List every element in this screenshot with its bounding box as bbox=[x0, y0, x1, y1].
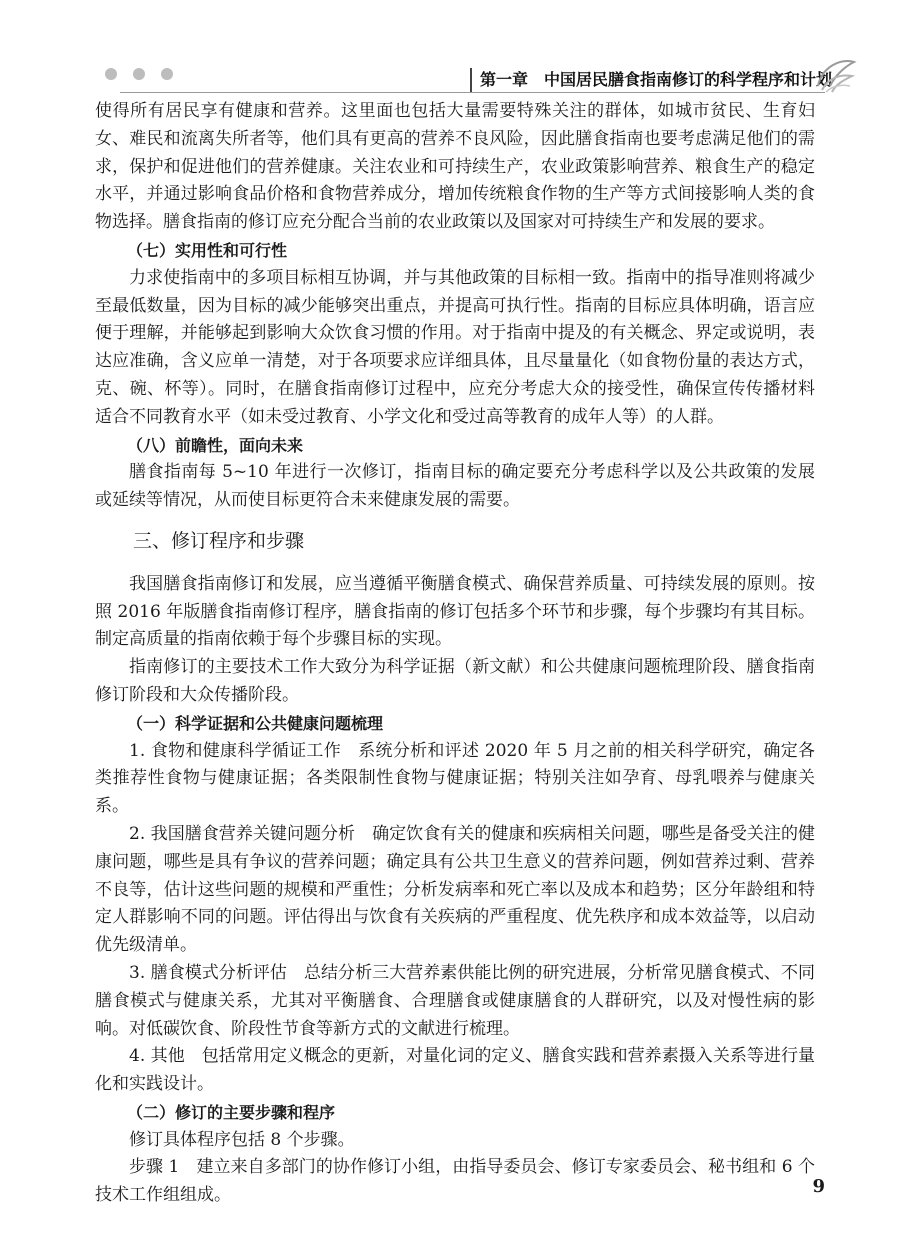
paragraph: 使得所有居民享有健康和营养。这里面也包括大量需要特殊关注的群体，如城市贫民、生育妇女、难民和流离失所者等，他们具有更高的营养不良风险，因此膳食指南也要考虑满足他们的需求，保护和促进他们的营养健康。关注农业和可持续生产，农业政策影响营养、粮食生产的稳定水平，并通过影响食品价格和食物营养成分，增加传统粮食作物的生产等方式间接影响人类的食物选择。膳食指南的修订应充分配合当前的农业政策以及国家对可持续生产和发展的要求。 bbox=[95, 101, 815, 233]
subheading-2: （二）修订的主要步骤和程序 bbox=[127, 1102, 336, 1122]
subheading-8: （八）前瞻性，面向未来 bbox=[127, 435, 304, 455]
page-header bbox=[0, 0, 900, 100]
header-dot bbox=[161, 68, 173, 80]
leaf-ornament-icon bbox=[812, 52, 858, 98]
header-dots bbox=[105, 68, 173, 80]
paragraph: 指南修订的主要技术工作大致分为科学证据（新文献）和公共健康问题梳理阶段、膳食指南修订阶段和大众传播阶段。 bbox=[95, 657, 815, 705]
paragraph: 膳食指南每 5~10 年进行一次修订，指南目标的确定要充分考虑科学以及公共政策的发展或延续等情况，从而使目标更符合未来健康发展的需要。 bbox=[95, 462, 815, 511]
list-item: 1. 食物和健康科学循证工作 系统分析和评述 2020 年 5 月之前的相关科学研究，确定各类推荐性食物与健康证据；各类限制性食物与健康证据；特别关注如孕育、母乳喂养与健康关系。 bbox=[95, 740, 815, 817]
subheading-1: （一）科学证据和公共健康问题梳理 bbox=[127, 713, 384, 733]
page-number: 9 bbox=[812, 1176, 825, 1197]
header-dot bbox=[105, 68, 117, 80]
page-body bbox=[95, 98, 815, 1210]
paragraph: 修订具体程序包括 8 个步骤。 bbox=[129, 1129, 355, 1150]
paragraph: 步骤 1 建立来自多部门的协作修订小组，由指导委员会、修订专家委员会、秘书组和 6 个技术工作组组成。 bbox=[95, 1157, 815, 1206]
list-item: 3. 膳食模式分析评估 总结分析三大营养素供能比例的研究进展，分析常见膳食模式、不同膳食模式与健康关系，尤其对平衡膳食、合理膳食或健康膳食的人群研究，以及对慢性病的影响。对低碳饮食、阶段性节食等新方式的文献进行梳理。 bbox=[95, 962, 815, 1039]
subheading-7: （七）实用性和可行性 bbox=[127, 240, 288, 260]
paragraph: 我国膳食指南修订和发展，应当遵循平衡膳食模式、确保营养质量、可持续发展的原则。按照 2016 年版膳食指南修订程序，膳食指南的修订包括多个环节和步骤，每个步骤均有其目标。制定高质量的指南依赖于每个步骤目标的实现。 bbox=[95, 573, 815, 650]
chapter-title: 第一章 中国居民膳食指南修订的科学程序和计划 bbox=[470, 68, 810, 92]
list-item: 2. 我国膳食营养关键问题分析 确定饮食有关的健康和疾病相关问题，哪些是备受关注的健康问题，哪些是具有争议的营养问题；确定具有公共卫生意义的营养问题，例如营养过剩、营养不良等，估计这些问题的规模和严重性；分析发病率和死亡率以及成本和趋势；区分年龄组和特定人群影响不同的问题。评估得出与饮食有关疾病的严重程度、优先秩序和成本效益等，以启动优先级清单。 bbox=[95, 823, 815, 956]
header-dot bbox=[133, 68, 145, 80]
header-rule bbox=[120, 92, 825, 93]
paragraph: 力求使指南中的多项目标相互协调，并与其他政策的目标相一致。指南中的指导准则将减少至最低数量，因为目标的减少能够突出重点，并提高可执行性。指南的目标应具体明确，语言应便于理解，并能够起到影响大众饮食习惯的作用。对于指南中提及的有关概念、界定或说明，表达应准确，含义应单一清楚，对于各项要求应详细具体，且尽量量化（如食物份量的表达方式，克、碗、杯等）。同时，在膳食指南修订过程中，应充分考虑大众的接受性，确保宣传传播材料适合不同教育水平（如未受过教育、小学文化和受过高等教育的成年人等）的人群。 bbox=[95, 267, 815, 427]
section-heading: 三、修订程序和步骤 bbox=[133, 529, 305, 552]
list-item: 4. 其他 包括常用定义概念的更新，对量化词的定义、膳食实践和营养素摄入关系等进行量化和实践设计。 bbox=[95, 1046, 815, 1095]
